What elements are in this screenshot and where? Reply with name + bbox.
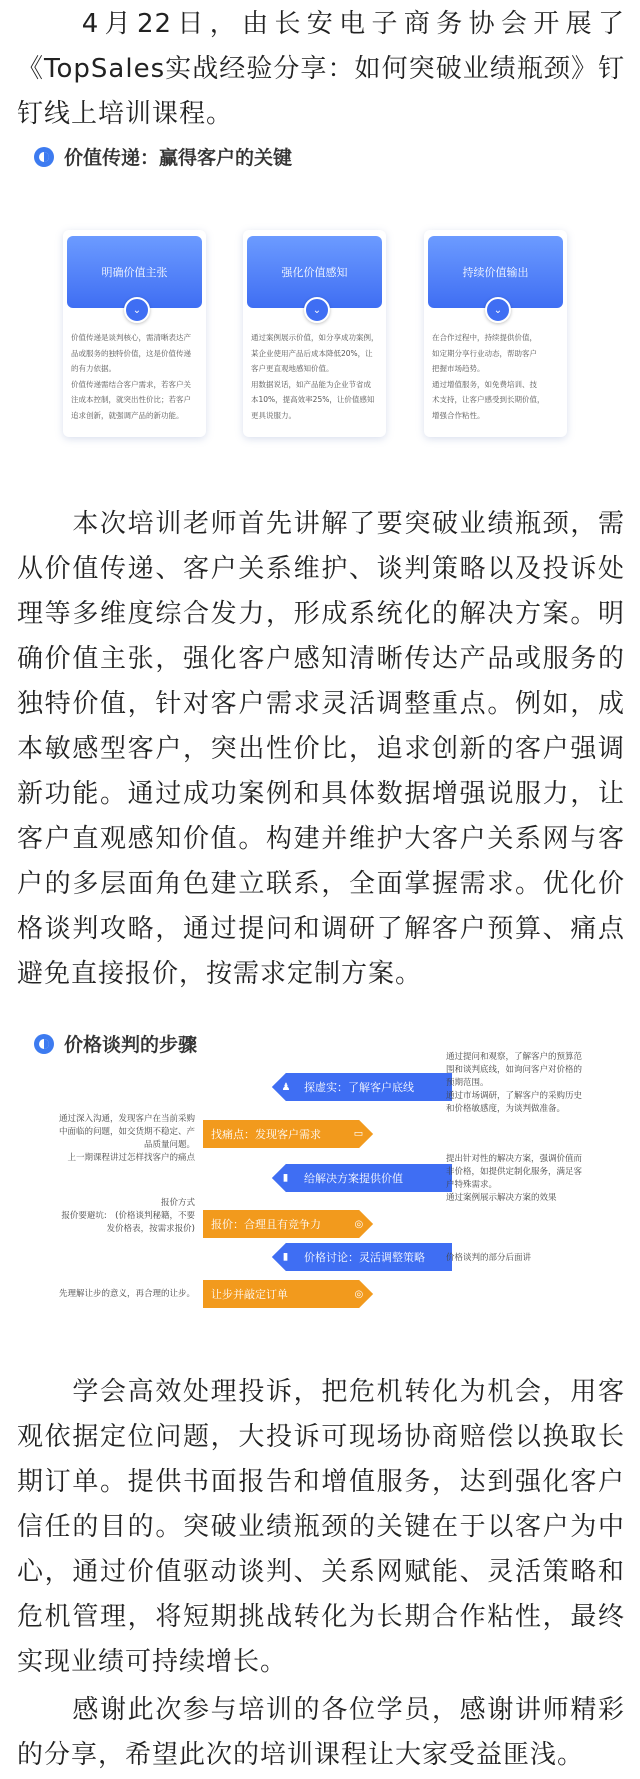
value-card-3 xyxy=(424,230,567,437)
step-note-3: 提出针对性的解决方案，强调价值而 非价格，如提供定制化服务，满足客 户特殊需求。 通过案例展示解决方案的效果 xyxy=(446,1154,583,1203)
step-6 xyxy=(203,1280,369,1308)
step-note-1: 通过提问和观察，了解客户的预算范 围和谈判底线，如询问客户对价格的 预期范围。 通过市场调研，了解客户的采购历史 和价格敏感度，为谈判做准备。 xyxy=(446,1052,583,1114)
figure-title-text: 价值传递：赢得客户的关键 xyxy=(64,147,293,169)
body-paragraph-3: 学会高效处理投诉，把危机转化为机会，用客观依据定位问题，大投诉可现场协商赔偿以换取长期订单。提供书面报告和增值服务，达到强化客户信任的目的。突破业绩瓶颈的关键在于以客户为中心，通过价值驱动谈判、关系网赋能、灵活策略和危机管理，将短期挑战转化为长期合作粘性，最终实现业绩可持续增长。 xyxy=(17,1377,625,1677)
step-note-6: 先理解让步的意义，再合理的让步。 xyxy=(58,1289,195,1299)
step-2 xyxy=(203,1120,369,1148)
card-body: 在合作过程中，持续提供价值， 如定期分享行业动态，帮助客户 把握市场趋势。 通过增值服务，如免费培训、技 术支持，让客户感受到长期价值， 增强合作粘性。 xyxy=(432,333,545,420)
step-label: 探虚实：了解客户底线 xyxy=(286,1073,452,1101)
chevron-down-icon: ⌄ xyxy=(485,297,511,323)
chart-icon: ▮ xyxy=(272,1243,300,1271)
step-3 xyxy=(276,1164,452,1192)
step-4 xyxy=(203,1210,369,1238)
step-note-5: 价格谈判的部分后面讲 xyxy=(446,1253,532,1263)
value-card-2 xyxy=(243,230,386,437)
step-note-4: 报价方式 报价要避坑: (价格谈判秘籍，不要 发价格表，按需求报价) xyxy=(61,1198,195,1234)
step-label: 给解决方案提供价值 xyxy=(286,1164,452,1192)
step-note-2: 通过深入沟通，发现客户在当前采购 中面临的问题，如交货期不稳定、产 品质量问题。 上一期课程讲过怎样找客户的痛点 xyxy=(58,1114,195,1163)
chevron-down-icon: ⌄ xyxy=(304,297,330,323)
section-bullet-icon xyxy=(34,1034,54,1054)
card-body: 通过案例展示价值，如分享成功案例， 某企业使用产品后成本降低20%，让 客户更直观地感知价值。 用数据说话，如产品能为企业节省成 本10%，提高效率25%，让价值感知 更具说服力。 xyxy=(251,333,379,420)
chevron-down-icon: ⌄ xyxy=(124,297,150,323)
card-header: 明确价值主张 xyxy=(67,236,202,308)
step-5 xyxy=(276,1243,452,1271)
value-card-1 xyxy=(63,230,206,437)
target-icon: ◎ xyxy=(345,1210,373,1238)
step-label: 报价：合理且有竞争力 xyxy=(203,1210,359,1238)
step-label: 让步并敲定订单 xyxy=(203,1280,359,1308)
card-header: 持续价值输出 xyxy=(428,236,563,308)
card-icon: ▭ xyxy=(345,1120,373,1148)
target-icon: ◎ xyxy=(345,1280,373,1308)
user-icon: ♟ xyxy=(272,1073,300,1101)
step-label: 价格讨论：灵活调整策略 xyxy=(286,1243,452,1271)
figure-title-price-negotiation xyxy=(34,1030,197,1057)
closing-paragraph: 感谢此次参与培训的各位学员，感谢讲师精彩的分享，希望此次的培训课程让大家受益匪浅。 xyxy=(17,1695,625,1770)
step-1 xyxy=(276,1073,452,1101)
figure-title-value-delivery xyxy=(34,143,292,170)
chart-icon: ▮ xyxy=(272,1164,300,1192)
card-header: 强化价值感知 xyxy=(247,236,382,308)
section-bullet-icon xyxy=(34,147,54,167)
card-body: 价值传递是谈判核心，需清晰表达产 品或服务的独特价值，这是价值传递 的有力依据。 价值传递需结合客户需求，若客户关 注成本控制，就突出性价比；若客户 追求创新，就强调产品的新功能。 xyxy=(71,333,191,420)
step-label: 找痛点：发现客户需求 xyxy=(203,1120,359,1148)
figure-title-text: 价格谈判的步骤 xyxy=(64,1034,198,1056)
intro-paragraph: 4月22日，由长安电子商务协会开展了《TopSales实战经验分享：如何突破业绩瓶颈》钉钉线上培训课程。 xyxy=(17,9,625,129)
body-paragraph-2: 本次培训老师首先讲解了要突破业绩瓶颈，需从价值传递、客户关系维护、谈判策略以及投诉处理等多维度综合发力，形成系统化的解决方案。明确价值主张，强化客户感知清晰传达产品或服务的独特价值，针对客户需求灵活调整重点。例如，成本敏感型客户，突出性价比，追求创新的客户强调新功能。通过成功案例和具体数据增强说服力，让客户直观感知价值。构建并维护大客户关系网与客户的多层面角色建立联系，全面掌握需求。优化价格谈判攻略，通过提问和调研了解客户预算、痛点避免直接报价，按需求定制方案。 xyxy=(17,509,625,989)
